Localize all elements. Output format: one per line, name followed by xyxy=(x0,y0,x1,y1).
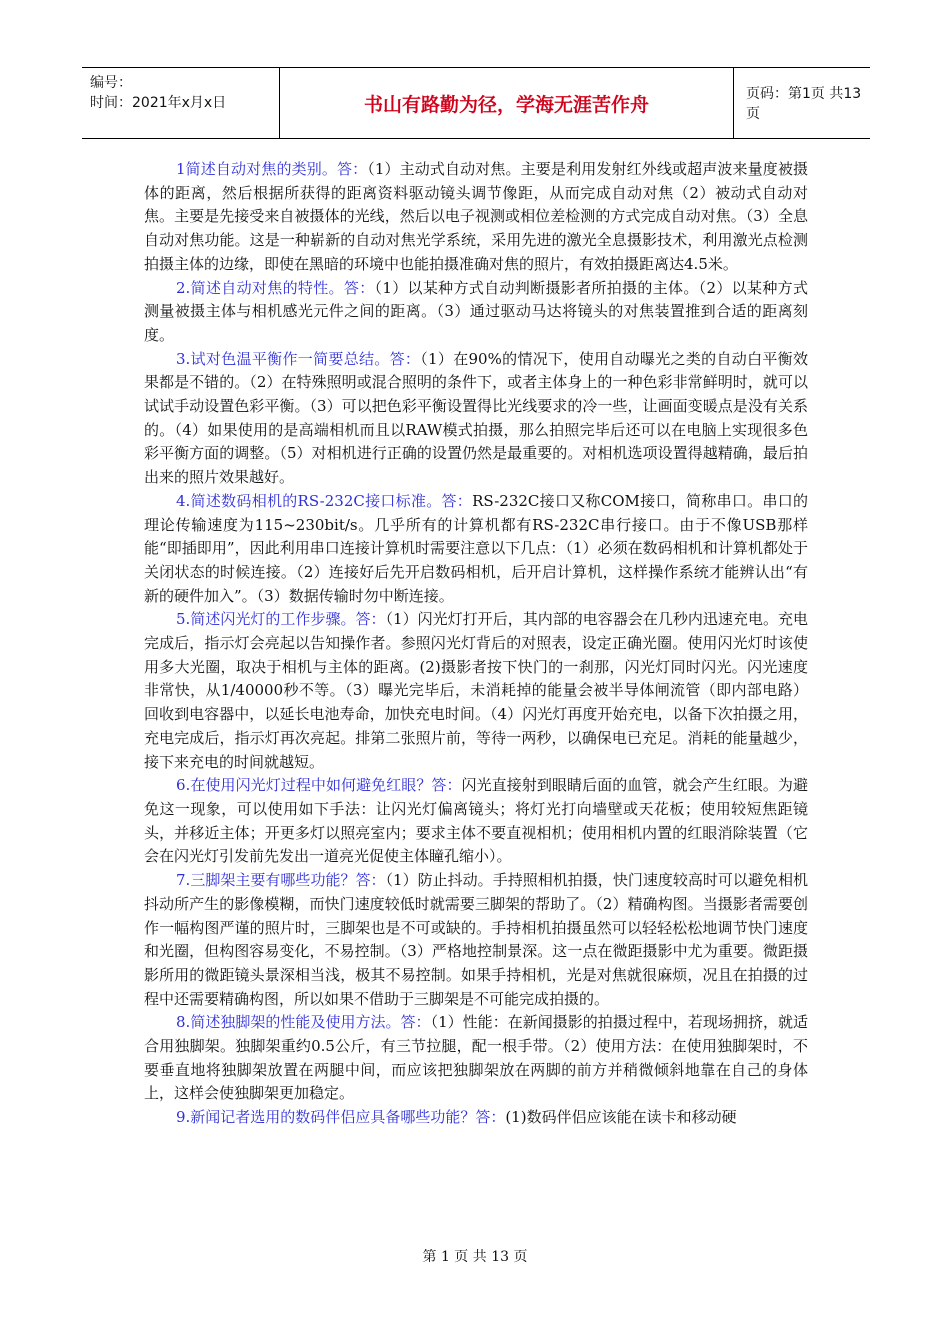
question-text: 6.在使用闪光灯过程中如何避免红眼？答： xyxy=(176,776,462,795)
question-text: 4.简述数码相机的RS-232C接口标准。答： xyxy=(176,491,473,510)
document-number-label: 编号： xyxy=(90,75,132,91)
paragraph xyxy=(144,1106,808,1130)
paragraph xyxy=(144,490,808,609)
paragraph xyxy=(144,869,808,1011)
document-body xyxy=(144,158,808,1130)
paragraph xyxy=(144,1011,808,1106)
answer-text: （1）以某种方式自动判断摄影者所拍摄的主体。（2）以某种方式测量被摄主体与相机感光元件之间的距离。（3）通过驱动马达将镜头的对焦装置推到合适的距离刻度。 xyxy=(144,278,808,344)
question-text: 3.试对色温平衡作一简要总结。答： xyxy=(176,349,421,368)
document-time-label: 时间：2021年x月x日 xyxy=(90,95,227,111)
answer-text: （1）防止抖动。手持照相机拍摄，快门速度较高时可以避免相机抖动所产生的影像模糊，而快门速度较低时就需要三脚架的帮助了。（2）精确构图。当摄影者需要创作一幅构图严谨的照片时，三脚架也是不可或缺的。手持相机拍摄虽然可以轻轻松松地调节快门速度和光圈，但构图容易变化，不易控制。（3）严格地控制景深。这一点在微距摄影中尤为重要。微距摄影所用的微距镜头景深相当浅，极其不易控制。如果手持相机，光是对焦就很麻烦，况且在拍摄的过程中还需要精确构图，所以如果不借助于三脚架是不可能完成拍摄的。 xyxy=(144,871,808,1008)
answer-text: （1）性能：在新闻摄影的拍摄过程中，若现场拥挤，就适合用独脚架。独脚架重约0.5公斤，有三节拉腿，配一根手带。（2）使用方法：在使用独脚架时，不要垂直地将独脚架放置在两腿中间，而应该把独脚架放在两脚的前方并稍微倾斜地靠在自己的身体上，这样会使独脚架更加稳定。 xyxy=(144,1013,808,1103)
question-text: 2.简述自动对焦的特性。答： xyxy=(176,278,375,297)
answer-text: （1）主动式自动对焦。主要是利用发射红外线或超声波来量度被摄体的距离，然后根据所获得的距离资料驱动镜头调节像距，从而完成自动对焦（2）被动式自动对焦。主要是先接受来自被摄体的光线，然后以电子视测或相位差检测的方式完成自动对焦。（3）全息自动对焦功能。这是一种崭新的自动对焦光学系统，采用先进的激光全息摄影技术，利用激光点检测拍摄主体的边缘，即使在黑暗的环境中也能拍摄准确对焦的照片，有效拍摄距离达4.5米。 xyxy=(144,160,808,273)
answer-text: （1）闪光灯打开后，其内部的电容器会在几秒内迅速充电。充电完成后，指示灯会亮起以告知操作者。参照闪光灯背后的对照表，设定正确光圈。使用闪光灯时该使用多大光圈，取决于相机与主体的距离。(2)摄影者按下快门的一刹那，闪光灯同时闪光。闪光速度非常快，从1/40000秒不等。（3）曝光完毕后，未消耗掉的能量会被半导体闸流管（即内部电路）回收到电容器中，以延长电池寿命，加快充电时间。（4）闪光灯再度开始充电，以备下次拍摄之用，充电完成后，指示灯再次亮起。排第二张照片前，等待一两秒，以确保电已充足。消耗的能量越少，接下来充电的时间就越短。 xyxy=(144,610,808,771)
paragraph xyxy=(144,608,808,774)
question-text: 5.简述闪光灯的工作步骤。答： xyxy=(176,610,386,629)
paragraph xyxy=(144,348,808,490)
paragraph xyxy=(144,774,808,869)
answer-text: 闪光直接射到眼睛后面的血管，就会产生红眼。为避免这一现象，可以使用如下手法：让闪光灯偏离镜头；将灯光打向墙壁或天花板；使用较短焦距镜头，并移近主体；开更多灯以照亮室内；要求主体不要直视相机；使用相机内置的红眼消除装置（它会在闪光灯引发前先发出一道亮光促使主体瞳孔缩小）。 xyxy=(144,776,808,866)
question-text: 9.新闻记者选用的数码伴侣应具备哪些功能？答： xyxy=(176,1108,506,1127)
question-text: 7.三脚架主要有哪些功能？答： xyxy=(176,871,386,890)
header-motto: 书山有路勤为径，学海无涯苦作舟 xyxy=(280,68,734,138)
page-footer: 第 1 页 共 13 页 xyxy=(422,1249,528,1265)
question-text: 1简述自动对焦的类别。答： xyxy=(176,160,368,178)
header-meta-cell xyxy=(82,68,280,138)
page-header xyxy=(82,67,870,139)
answer-text: (1)数码伴侣应该能在读卡和移动硬 xyxy=(505,1108,737,1127)
paragraph xyxy=(144,277,808,348)
answer-text: RS-232C接口又称COM接口，简称串口。串口的理论传输速度为115~230bit/s。几乎所有的计算机都有RS-232C串行接口。由于不像USB那样能“即插即用”，因此利用串口连接计算机时需要注意以下几点：（1）必须在数码相机和计算机都处于关闭状态的时候连接。（2）连接好后先开启数码相机，后开启计算机，这样操作系统才能辨认出“有新的硬件加入”。（3）数据传输时勿中断连接。 xyxy=(144,491,809,605)
answer-text: （1）在90%的情况下，使用自动曝光之类的自动白平衡效果都是不错的。（2）在特殊照明或混合照明的条件下，或者主体身上的一种色彩非常鲜明时，就可以试试手动设置色彩平衡。（3）可以把色彩平衡设置得比光线要求的冷一些，让画面变暖点是没有关系的。（4）如果使用的是高端相机而且以RAW模式拍摄，那么拍照完毕后还可以在电脑上实现很多色彩平衡方面的调整。（5）对相机进行正确的设置仍然是最重要的。对相机选项设置得越精确，最后拍出来的照片效果越好。 xyxy=(144,349,808,487)
paragraph xyxy=(144,158,808,277)
header-page-info: 页码：第1页 共13页 xyxy=(746,86,862,122)
question-text: 8.简述独脚架的性能及使用方法。答： xyxy=(176,1013,431,1032)
